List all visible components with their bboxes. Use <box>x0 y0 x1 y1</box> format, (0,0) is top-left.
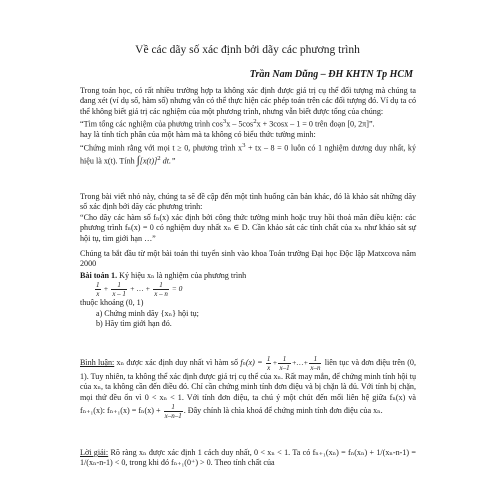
intro-quote-2: “Chứng minh rằng với mọi t ≥ 0, phương trình $x^3$ + tx – 8 = 0 luôn có 1 nghiệm dương duy nhất, ký hiệu là x(t). Tính $\int[x(t)]^2$ dt.” <box>80 141 416 167</box>
document-title: Về các dãy số xác định bởi dãy các phương trình <box>135 44 360 56</box>
problem-1-equation: $\frac{1}{x}$ + $\frac{1}{x - 1}$ + … + $\frac{1}{x - n}$ = 0 <box>96 281 183 299</box>
discussion-section <box>80 355 416 420</box>
intro-section-2 <box>80 192 416 244</box>
problem-1-item-a: a) Chứng minh dãy {xₙ} hội tụ; <box>96 308 199 318</box>
intro-quote-3: “Cho dãy các hàm số fₙ(x) xác định bởi công thức tường minh hoặc truy hồi thoả mãn điều kiện: các phương trình fₙ(x) = 0 có nghiệm duy nhất xₙ ∈ D. Cần khảo sát các tính chất của xₙ như khảo sát sự hội tụ, tìm giới hạn …” <box>80 212 416 243</box>
intro-paragraph-1: Trong toán học, có rất nhiều trường hợp ta không xác định được giá trị cụ thể đối tượng mà chúng ta đang xét (ví dụ số, hàm số) nhưng vẫn có thể thực hiện các phép toán trên các đối tượng đó. Ví dụ ta có thể không biết giá trị các nghiệm của một phương trình, nhưng vẫn biết được tổng của chúng: <box>80 86 416 116</box>
problem-1-item-b: b) Hãy tìm giới hạn đó. <box>96 319 172 329</box>
discussion-label: Bình luận: <box>80 358 115 368</box>
problem-1-items <box>80 309 416 330</box>
solution-label: Lời giải: <box>80 448 109 457</box>
intro-paragraph-4-wrap <box>80 249 416 270</box>
integral-symbol: ∫ <box>136 154 140 167</box>
intro-quote-1: “Tìm tổng các nghiệm của phương trình $\cos^3x - 5\cos^2x + 3\cos x - 1 = 0$ trên đoạn [0, 2π]”. <box>80 118 375 129</box>
solution-section <box>80 448 416 469</box>
intro-paragraph-2: hay là tính tích phân của một hàm mà ta không có biểu thức tường minh: <box>80 130 316 140</box>
intro-paragraph-4: Chúng ta bắt đầu từ một bài toán thi tuyển sinh vào khoa Toán trường Đại học Độc lập Matxcova năm 2000 <box>80 249 416 269</box>
intro-paragraph-3: Trong bài viết nhỏ này, chúng ta sẽ đề cập đến một tình huống căn bản khác, đó là khảo sát những dãy số xác định bởi dãy các phương trình: <box>80 192 416 212</box>
problem-1 <box>80 271 416 330</box>
solution-paragraph: Lời giải: Rõ ràng xₙ được xác định 1 cách duy nhất, 0 < xₙ < 1. Ta có fₙ₊₁(xₙ) = fₙ(xₙ) + 1/(xₙ-n-1) = 1/(xₙ-n-1) < 0, trong khi đó fₙ₊₁(0⁺) > 0. Theo tính chất của <box>80 448 416 468</box>
problem-1-interval: thuộc khoảng (0, 1) <box>80 298 144 308</box>
intro-section <box>80 86 416 167</box>
discussion-paragraph: Bình luận: xₙ được xác định duy nhất vì hàm số fₙ(x) = $\frac{1}{x}$ + $\frac{1}{x-1}$ +…+ $\frac{1}{x-n}$ liên tục và đơn điệu trên (0, 1). Tuy nhiên, ta không thể xác định được giá trị cụ thể của xₙ. Rất may mắn, để chứng minh tính hội tụ của xₙ, ta không cần đến điều đó. Chỉ cần chứng minh tính đơn điệu và bị chặn là đủ. Với tính bị chặn, mọi thứ đều ổn vì 0 < xₙ < 1. Với tính đơn điệu, ta chú ý một chút đến mối liên hệ giữa fₙ(x) và fₙ₊₁(x): fₙ₊₁(x) = fₙ(x) + $\frac{1}{x-n-1}$ . Đây chính là chìa khoá để chứng minh tính đơn điệu của xₙ. <box>80 355 416 421</box>
author-line: Trần Nam Dũng – ĐH KHTN Tp HCM <box>249 69 413 80</box>
problem-1-label: Bài toán 1. <box>80 271 118 280</box>
problem-1-statement: Bài toán 1. Ký hiệu xₙ là nghiệm của phương trình <box>80 271 247 280</box>
